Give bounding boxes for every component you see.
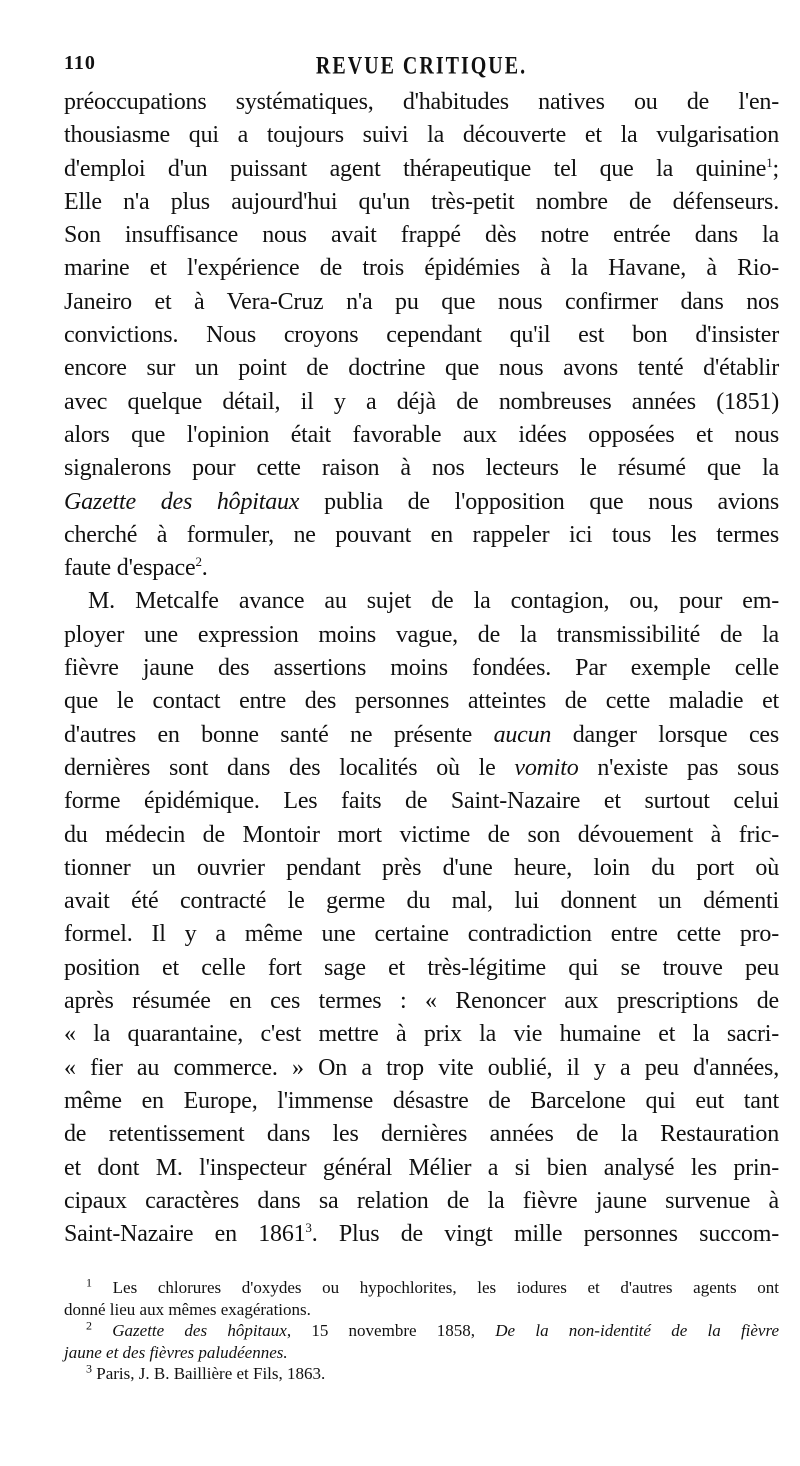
- text-line: avait été contracté le germe du mal, lui donnent un démenti: [64, 888, 779, 915]
- text-line: même en Europe, l'immense désastre de Barcelone qui eut tant: [64, 1087, 779, 1114]
- text-line: dernières sont dans des localités où le vomito n'existe pas sous: [64, 754, 779, 781]
- text-line: et dont M. l'inspecteur général Mélier a si bien analysé les prin-: [64, 1154, 779, 1181]
- paragraph-start: M. Metcalfe avance au sujet de la contagion, ou, pour em-: [88, 588, 779, 615]
- text-line: de retentissement dans les dernières années de la Restauration: [64, 1121, 779, 1148]
- footnote-mark: 2: [86, 1318, 92, 1333]
- text-line: faute d'espace$^2$.: [64, 554, 208, 582]
- text-line: « la quarantaine, c'est mettre à prix la vie humaine et la sacri-: [64, 1021, 779, 1048]
- text-line: Elle n'a plus aujourd'hui qu'un très-petit nombre de défenseurs.: [64, 188, 779, 215]
- text-line: d'autres en bonne santé ne présente aucun danger lorsque ces: [64, 721, 779, 748]
- text-line: « fier au commerce. » On a trop vite oublié, il y a peu d'années,: [64, 1054, 779, 1081]
- footnote-1-cont: donné lieu aux mêmes exagérations.: [64, 1299, 311, 1319]
- footnote-ref-1: 1: [766, 154, 773, 170]
- text-line: que le contact entre des personnes atteintes de cette maladie et: [64, 688, 779, 715]
- text-line: du médecin de Montoir mort victime de son dévouement à fric-: [64, 821, 779, 848]
- body-text: [64, 86, 779, 1251]
- text-line: forme épidémique. Les faits de Saint-Nazaire et surtout celui: [64, 788, 779, 815]
- text-line: position et celle fort sage et très-légitime qui se trouve peu: [64, 954, 779, 981]
- footnote-ref-2: 2: [195, 554, 202, 570]
- text-line: convictions. Nous croyons cependant qu'il est bon d'insister: [64, 322, 779, 349]
- footnote-3: $^3$ Paris, J. B. Baillière et Fils, 1863.: [86, 1361, 326, 1383]
- text-line: d'emploi d'un puissant agent thérapeutique tel que la quinine$^1$;: [64, 154, 779, 182]
- text-line: tionner un ouvrier pendant près d'une heure, loin du port où: [64, 854, 779, 881]
- text-line: cipaux caractères dans sa relation de la fièvre jaune survenue à: [64, 1187, 779, 1214]
- journal-title: Gazette des hôpitaux: [64, 488, 300, 515]
- running-title: REVUE CRITIQUE.: [315, 52, 528, 80]
- text-line: après résumée en ces termes : « Renoncer aux prescriptions de: [64, 988, 779, 1015]
- text-line: cherché à formuler, ne pouvant en rappeler ici tous les termes: [64, 521, 779, 548]
- text-line: fièvre jaune des assertions moins fondées. Par exemple celle: [64, 655, 779, 682]
- footnote-ref-3: 3: [305, 1220, 312, 1236]
- text-line: Saint-Nazaire en 1861$^3$. Plus de vingt mille personnes succom-: [64, 1220, 779, 1248]
- text-line: encore sur un point de doctrine que nous avons tenté d'établir: [64, 355, 779, 382]
- text-line: Janeiro et à Vera-Cruz n'a pu que nous confirmer dans nos: [64, 288, 779, 315]
- text-line: signalerons pour cette raison à nos lecteurs le résumé que la: [64, 455, 779, 482]
- text-line: ployer une expression moins vague, de la transmissibilité de la: [64, 621, 779, 648]
- emphasis-vomito: vomito: [514, 754, 579, 781]
- text-line: marine et l'expérience de trois épidémies à la Havane, à Rio-: [64, 255, 779, 282]
- footnote-1: $^1$ Les chlorures d'oxydes ou hypochlorites, les iodures et d'autres agents ont: [86, 1275, 779, 1297]
- text-line: préoccupations systématiques, d'habitudes natives ou de l'en-: [64, 89, 779, 115]
- page-number: 110: [64, 52, 96, 74]
- text-line: Son insuffisance nous avait frappé dès notre entrée dans la: [64, 222, 779, 249]
- footnote-mark: 3: [86, 1361, 92, 1376]
- footnote-2-cont: jaune et des fièvres paludéennes.: [64, 1342, 288, 1362]
- text-line: formel. Il y a même une certaine contradiction entre cette pro-: [64, 921, 779, 948]
- footnote-mark: 1: [86, 1275, 92, 1290]
- footnote-2: $^2$ Gazette des hôpitaux, 15 novembre 1858, De la non-identité de la fièvre: [86, 1318, 780, 1340]
- text-line: avec quelque détail, il y a déjà de nombreuses années (1851): [64, 388, 779, 415]
- running-head: [64, 52, 779, 82]
- emphasis-aucun: aucun: [493, 721, 552, 748]
- footnotes: [64, 1277, 779, 1385]
- text-line: Gazette des hôpitaux publia de l'opposition que nous avions: [64, 488, 780, 515]
- text-line: alors que l'opinion était favorable aux idées opposées et nous: [64, 421, 779, 448]
- text-line: thousiasme qui a toujours suivi la découverte et la vulgarisation: [64, 122, 779, 149]
